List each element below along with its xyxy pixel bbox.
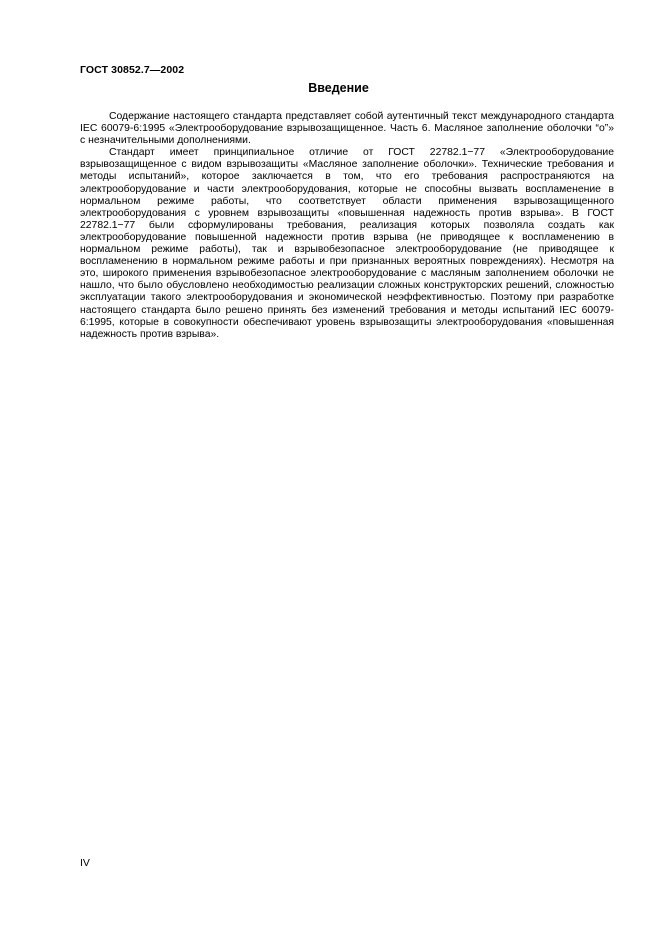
paragraph-content-statement: Содержание настоящего стандарта представляет собой аутентичный текст международного стандарта IEC 60079-6:1995 «Электрооборудование взрывозащищенное. Часть 6. Масляное заполнение оболочки “о”» с незначительными дополнениями. [80, 111, 614, 147]
document-code-header: ГОСТ 30852.7—2002 [80, 64, 185, 76]
section-title: Введение [308, 81, 369, 95]
introduction-body [80, 111, 614, 341]
page-number: IV [80, 857, 90, 869]
paragraph-difference-statement: Стандарт имеет принципиальное отличие от ГОСТ 22782.1−77 «Электрооборудование взрывозащищенное с видом взрывозащиты «Масляное заполнение оболочки». Технические требования и методы испытаний», которое заключается в том, что его требования распространяются на электрооборудование и части электрооборудования, которые не способны вызвать воспламенение в нормальном режиме работы, что соответствует области применения взрывозащищенного электрооборудования с уровнем взрывозащиты «повышенная надежность против взрыва». В ГОСТ 22782.1−77 были сформулированы требования, реализация которых позволяла создать как электрооборудование повышенной надежности против взрыва (не приводящее к воспламенению в нормальном режиме работы), так и взрывобезопасное электрооборудование (не приводящее к воспламенению в нормальном режиме работы и при признанных вероятных повреждениях). Несмотря на это, широкого применения взрывобезопасное электрооборудование с масляным заполнением оболочки не нашло, что было обусловлено необходимостью реализации сложных конструкторских решений, сложностью эксплуатации такого электрооборудования и экономической неэффективностью. Поэтому при разработке настоящего стандарта было решено принять без изменений требования и методы испытаний IEC 60079-6:1995, которые в совокупности обеспечивают уровень взрывозащиты электрооборудования «повышенная надежность против взрыва». [80, 147, 614, 340]
